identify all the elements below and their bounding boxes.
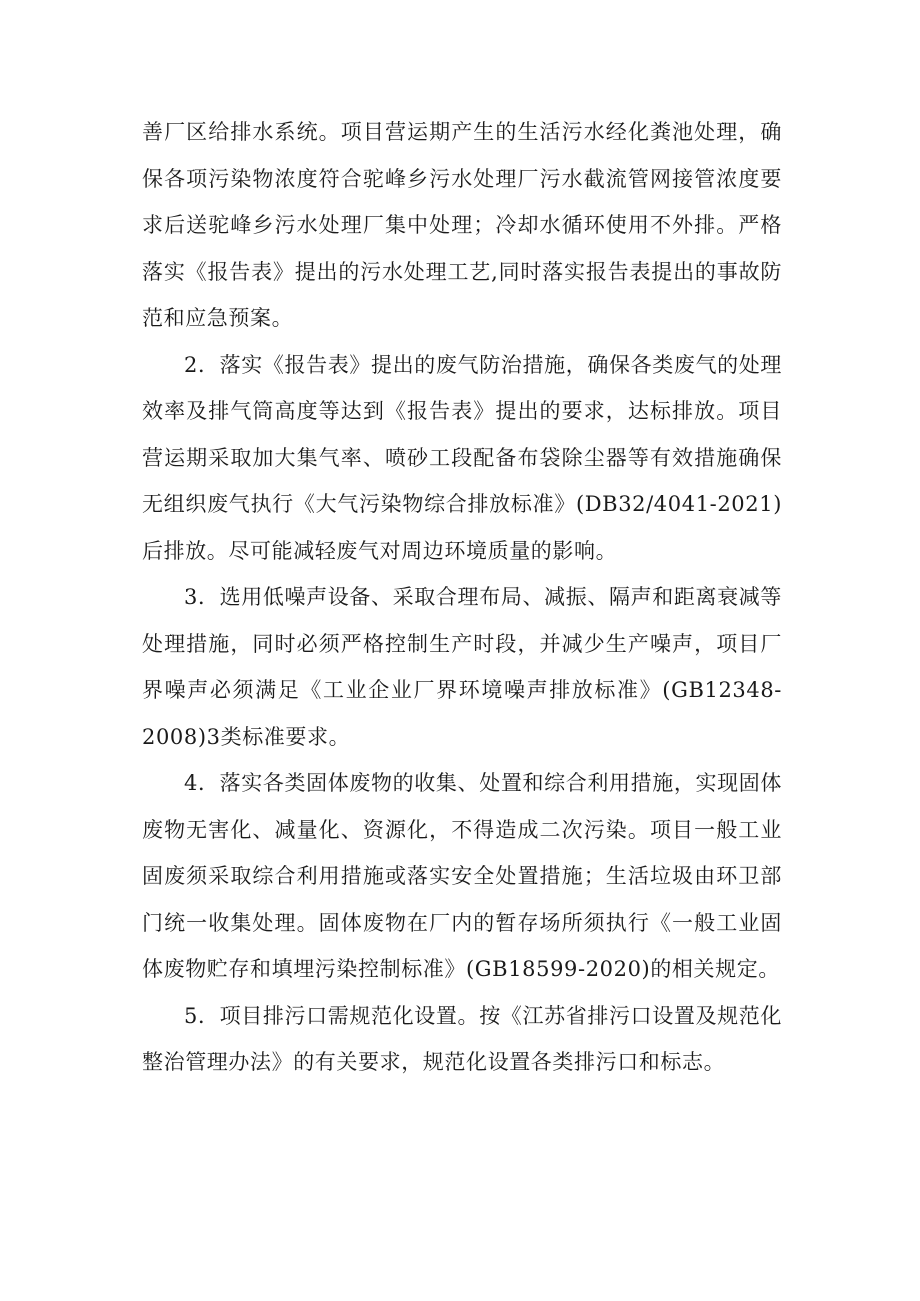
paragraph-item-3: 3．选用低噪声设备、采取合理布局、减振、隔声和距离衰减等处理措施，同时必须严格控制生产时段，并减少生产噪声，项目厂界噪声必须满足《工业企业厂界环境噪声排放标准》(GB12348-2008)3类标准要求。: [142, 585, 782, 749]
paragraph-continuation: 善厂区给排水系统。项目营运期产生的生活污水经化粪池处理，确保各项污染物浓度符合驼峰乡污水处理厂污水截流管网接管浓度要求后送驼峰乡污水处理厂集中处理；冷却水循环使用不外排。严格落实《报告表》提出的污水处理工艺,同时落实报告表提出的事故防范和应急预案。: [142, 120, 782, 330]
document-body: [142, 109, 782, 1086]
paragraph-item-2: 2．落实《报告表》提出的废气防治措施，确保各类废气的处理效率及排气筒高度等达到《报告表》提出的要求，达标排放。项目营运期采取加大集气率、喷砂工段配备布袋除尘器等有效措施确保无组织废气执行《大气污染物综合排放标准》(DB32/4041-2021)后排放。尽可能减轻废气对周边环境质量的影响。: [142, 352, 782, 563]
paragraph-item-4: 4．落实各类固体废物的收集、处置和综合利用措施，实现固体废物无害化、减量化、资源化，不得造成二次污染。项目一般工业固废须采取综合利用措施或落实安全处置措施；生活垃圾由环卫部门统一收集处理。固体废物在厂内的暂存场所须执行《一般工业固体废物贮存和填埋污染控制标准》(GB18599-2020)的相关规定。: [142, 771, 782, 981]
paragraph-item-5: 5．项目排污口需规范化设置。按《江苏省排污口设置及规范化整治管理办法》的有关要求，规范化设置各类排污口和标志。: [142, 1003, 782, 1074]
